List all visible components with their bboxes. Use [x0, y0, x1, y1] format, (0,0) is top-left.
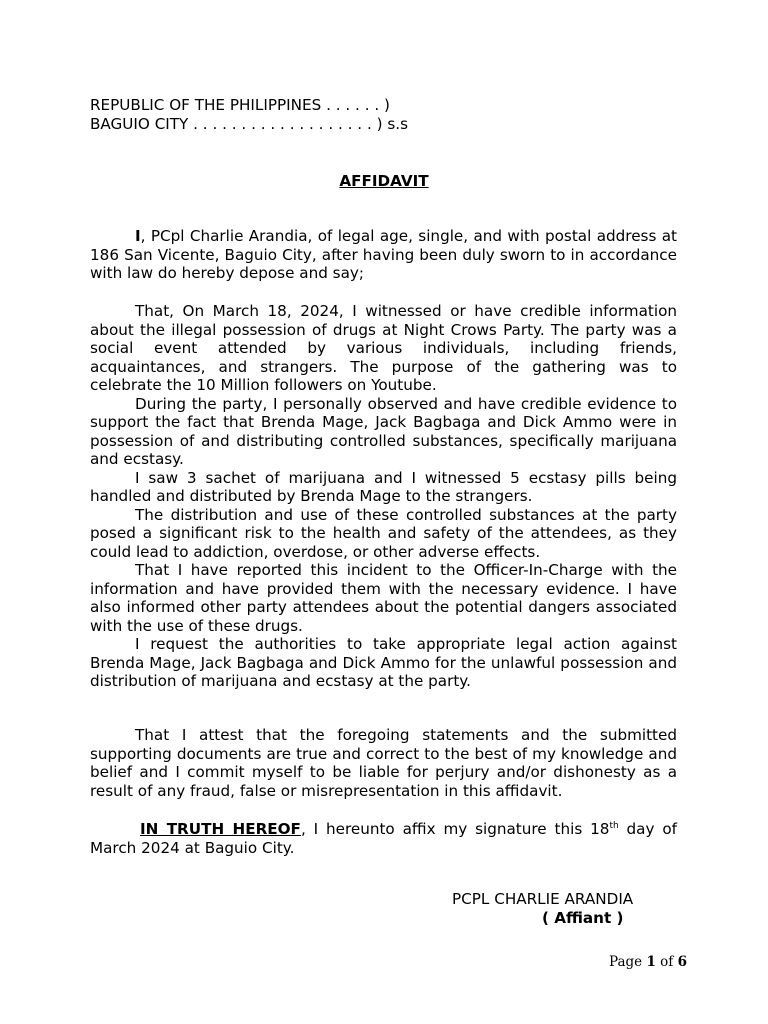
statement-paragraph: That, On March 18, 2024, I witnessed or have credible information about the illegal possession of drugs at Night Crows Party. The party was a social event attended by various individuals, including friends, acquaintances, and strangers. The purpose of the gathering was to celebrate the 10 Million followers on Youtube. — [90, 302, 677, 394]
intro-paragraph — [90, 227, 677, 283]
statement-paragraph: That I have reported this incident to the Officer-In-Charge with the information and have provided them with the necessary evidence. I have also informed other party attendees about the potential dangers associated with the use of these drugs. — [90, 561, 677, 635]
intro-pronoun: I — [135, 227, 141, 245]
page-number-middle: of — [655, 954, 678, 970]
statement-paragraph: The distribution and use of these controlled substances at the party posed a significant risk to the health and safety of the attendees, as they could lead to addiction, overdose, or other adverse effects. — [90, 505, 677, 561]
closing-lead: IN TRUTH HEREOF — [140, 820, 301, 838]
page-number — [609, 954, 687, 970]
venue-line-republic: REPUBLIC OF THE PHILIPPINES . . . . . . ) — [90, 96, 390, 114]
venue-header — [90, 96, 408, 134]
document-title: AFFIDAVIT — [339, 172, 429, 190]
closing-paragraph — [90, 820, 677, 857]
page-number-total: 6 — [677, 954, 687, 970]
attestation-paragraph — [90, 726, 677, 800]
affiant-role: ( Affiant ) — [542, 909, 624, 927]
closing-ordinal-suffix: th — [609, 820, 619, 831]
signature-block — [452, 890, 633, 928]
statement-paragraph: During the party, I personally observed and have credible evidence to support the fact that Brenda Mage, Jack Bagbaga and Dick Ammo were in possession of and distributing controlled substances, specifically marijuana and ecstasy. — [90, 394, 677, 468]
intro-text: , PCpl Charlie Arandia, of legal age, single, and with postal address at 186 San Vicente, Baguio City, after having been duly sworn to in accordance with law do hereby depose and say; — [90, 227, 677, 282]
venue-line-city: BAGUIO CITY . . . . . . . . . . . . . . . . . . . ) s.s — [90, 115, 409, 133]
closing-text-after: day of March 2024 at Baguio City. — [90, 820, 677, 857]
statement-paragraphs — [90, 302, 677, 691]
affiant-name: PCPL CHARLIE ARANDIA — [452, 890, 634, 908]
page-number-current: 1 — [646, 954, 656, 970]
statement-paragraph: I saw 3 sachet of marijuana and I witnessed 5 ecstasy pills being handled and distributed by Brenda Mage to the strangers. — [90, 468, 677, 505]
attestation-text: That I attest that the foregoing statements and the submitted supporting documents are true and correct to the best of my knowledge and belief and I commit myself to be liable for perjury and/or dishonesty as a result of any fraud, false or misrepresentation in this affidavit. — [90, 726, 677, 800]
page-number-prefix: Page — [609, 954, 647, 970]
closing-text-before: , I hereunto affix my signature this 18 — [300, 820, 610, 838]
statement-paragraph: I request the authorities to take appropriate legal action against Brenda Mage, Jack Bagbaga and Dick Ammo for the unlawful possession and distribution of marijuana and ecstasy at the party. — [90, 635, 677, 690]
